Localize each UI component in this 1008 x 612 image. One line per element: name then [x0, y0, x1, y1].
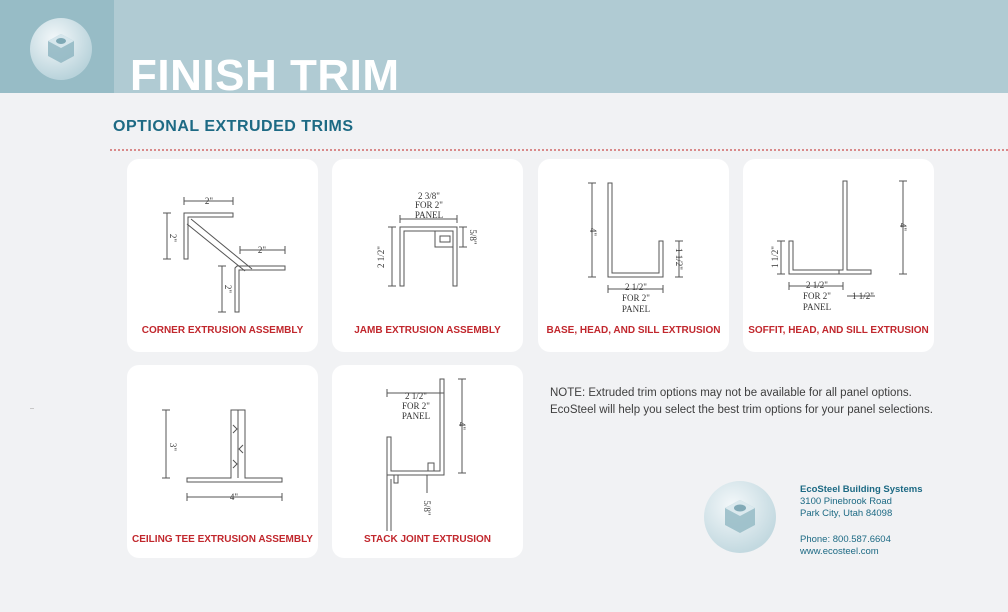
- stack-joint-extrusion-drawing: [332, 365, 523, 558]
- hex-nut-logo-icon: [703, 480, 777, 554]
- soffit-extrusion-drawing: [743, 159, 934, 352]
- dimension-label: FOR 2": [803, 291, 831, 301]
- base-extrusion-drawing: [538, 159, 729, 352]
- dimension-label: 4": [588, 227, 598, 237]
- header-accent-block: [0, 0, 114, 93]
- card-stack-joint-extrusion: [332, 365, 523, 558]
- dimension-label: 2": [223, 284, 233, 294]
- website-link[interactable]: www.ecosteel.com: [800, 546, 879, 557]
- dimension-label: 2": [204, 196, 214, 206]
- dimension-label: 2": [168, 233, 178, 243]
- hex-nut-logo-icon: [29, 17, 93, 81]
- card-label: CORNER EXTRUSION ASSEMBLY: [141, 325, 304, 336]
- card-base-extrusion: [538, 159, 729, 352]
- phone-number: Phone: 800.587.6604: [800, 534, 891, 545]
- address-line-1: 3100 Pinebrook Road: [800, 496, 892, 507]
- dimension-label: 3": [168, 442, 178, 452]
- section-title: OPTIONAL EXTRUDED TRIMS: [113, 118, 354, 135]
- corner-extrusion-drawing: [127, 159, 318, 352]
- card-label: BASE, HEAD, AND SILL EXTRUSION: [546, 325, 721, 336]
- card-jamb-extrusion: [332, 159, 523, 352]
- dimension-label: PANEL: [802, 302, 832, 312]
- dimension-label: 2": [257, 245, 267, 255]
- jamb-extrusion-drawing: [332, 159, 523, 352]
- card-label: STACK JOINT EXTRUSION: [363, 534, 492, 545]
- dimension-label: 2 1/2": [806, 280, 828, 290]
- dimension-label: PANEL: [414, 210, 444, 220]
- company-name: EcoSteel Building Systems: [800, 484, 923, 495]
- contact-block: [800, 484, 922, 558]
- dimension-label: 5/8": [468, 229, 478, 245]
- dimension-label: PANEL: [621, 304, 651, 314]
- note-line-1: NOTE: Extruded trim options may not be available for all panel options.: [550, 387, 912, 399]
- dimension-label: 2 1/2": [405, 391, 427, 401]
- dimension-label: 5/8": [422, 500, 432, 516]
- dimension-label: PANEL: [401, 411, 431, 421]
- page-title: FINISH TRIM: [130, 51, 400, 93]
- card-ceiling-tee-extrusion: [127, 365, 318, 558]
- dimension-label: 2 1/2": [376, 246, 386, 268]
- card-label: SOFFIT, HEAD, AND SILL EXTRUSION: [748, 325, 929, 336]
- dimension-label: 1 1/2": [674, 248, 684, 270]
- dimension-label: 2 3/8": [418, 191, 440, 201]
- address-line-2: Park City, Utah 84098: [800, 508, 893, 519]
- card-label: JAMB EXTRUSION ASSEMBLY: [354, 325, 501, 336]
- dimension-label: 1 1/2": [852, 291, 874, 301]
- section-divider: [110, 149, 1008, 151]
- dimension-label: FOR 2": [402, 401, 430, 411]
- card-corner-extrusion: [127, 159, 318, 352]
- dimension-label: 1 1/2": [770, 246, 780, 268]
- dimension-label: FOR 2": [415, 200, 443, 210]
- dimension-label: 4": [229, 492, 239, 502]
- dimension-label: FOR 2": [622, 293, 650, 303]
- note-line-2: EcoSteel will help you select the best trim options for your panel selections.: [550, 404, 933, 416]
- card-label: CEILING TEE EXTRUSION ASSEMBLY: [132, 534, 313, 545]
- ceiling-tee-extrusion-drawing: [127, 365, 318, 558]
- availability-note: [550, 385, 970, 419]
- dimension-label: 2 1/2": [625, 282, 647, 292]
- header-band: [0, 0, 1008, 93]
- dimension-label: 4": [457, 421, 467, 431]
- dimension-label: 4": [898, 222, 908, 232]
- card-soffit-extrusion: [743, 159, 934, 352]
